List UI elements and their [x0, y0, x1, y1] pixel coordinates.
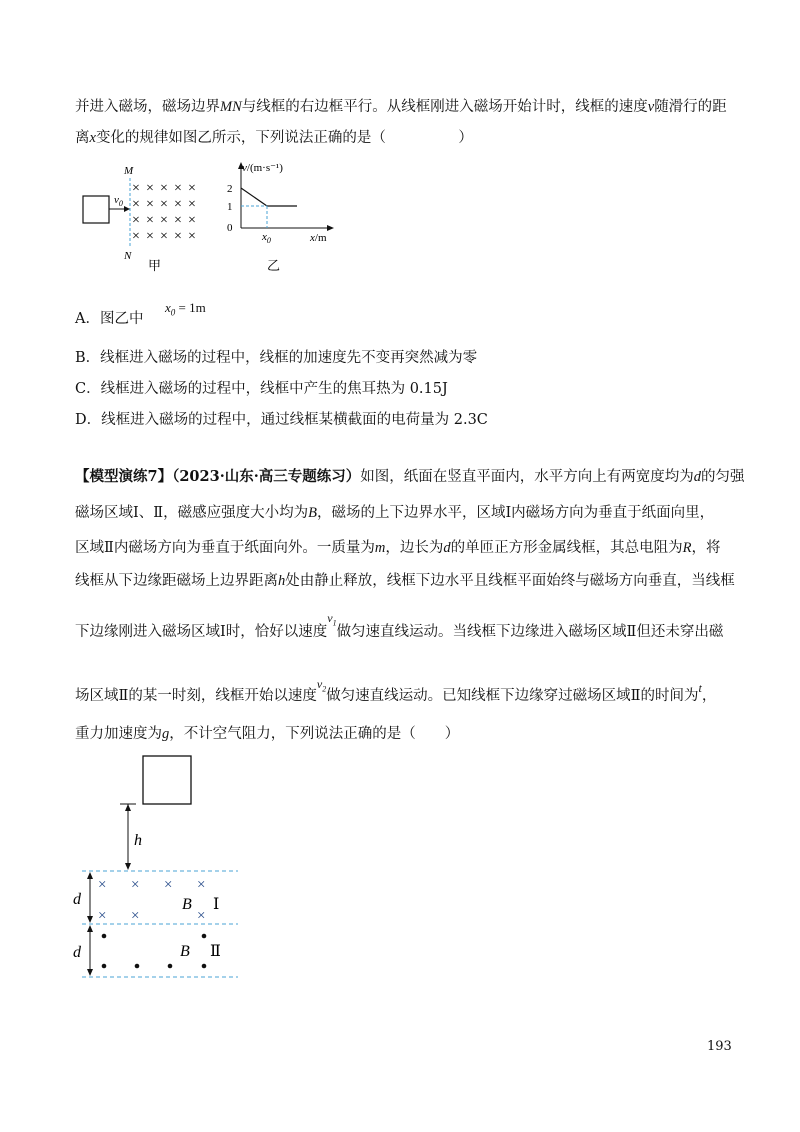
- q6-line2-b: 变化的规律如图乙所示，下列说法正确的是（ ）: [95, 130, 473, 146]
- field-cross: ×: [146, 197, 154, 212]
- field-cross: ×: [174, 213, 182, 228]
- field-dot: [202, 934, 207, 939]
- field-cross: ×: [197, 908, 206, 924]
- field-cross: ×: [197, 877, 206, 893]
- q7-fig-region-1-label: Ⅰ: [213, 896, 220, 913]
- field-cross: ×: [131, 877, 140, 893]
- q7-fig-region-2-label: Ⅱ: [210, 943, 221, 960]
- field-cross: ×: [98, 908, 107, 924]
- q7-d1-arrowhead-up: [87, 872, 93, 879]
- field-cross: ×: [132, 197, 140, 212]
- q7-d2-arrowhead-up: [87, 925, 93, 932]
- q7-d1-arrowhead-down: [87, 916, 93, 923]
- q7-line-2: 磁场区域Ⅰ、Ⅱ，磁感应强度大小均为B，磁场的上下边界水平，区域Ⅰ内磁场方向为垂直于纸面向里，: [75, 505, 715, 521]
- q6-y-axis-label: v/(m·s⁻¹): [242, 162, 283, 174]
- field-cross: ×: [188, 181, 196, 196]
- field-cross: ×: [160, 213, 168, 228]
- field-cross: ×: [188, 213, 196, 228]
- q7-t-symbol: t: [698, 681, 702, 695]
- q7-r-symbol: R: [682, 540, 692, 556]
- q6-option-a: [75, 300, 275, 330]
- q6-figure-yi: [215, 160, 340, 272]
- field-cross: ×: [188, 229, 196, 244]
- q6-option-c: C．线框进入磁场的过程中，线框中产生的焦耳热为 0.15J: [75, 381, 448, 397]
- q6-magnetic-field-crosses: [132, 181, 196, 244]
- q7-d2-arrowhead-down: [87, 969, 93, 976]
- field-cross: ×: [132, 229, 140, 244]
- q7-line-5: 下边缘刚进入磁场区域Ⅰ时，恰好以速度$^{v_1}$做匀速直线运动。当线框下边缘进入磁场区域Ⅱ但还未穿出磁: [75, 611, 724, 640]
- field-dot: [102, 964, 107, 969]
- q6-line-1: [75, 97, 727, 117]
- q7-region-2-dots: [102, 934, 207, 969]
- field-cross: ×: [174, 181, 182, 196]
- q6-line1-b: 与线框的右边框平行。从线框刚进入磁场开始计时，线框的速度: [241, 99, 648, 115]
- q7-h-arrowhead-up: [125, 804, 131, 811]
- field-cross: ×: [188, 197, 196, 212]
- field-dot: [202, 964, 207, 969]
- field-dot: [102, 934, 107, 939]
- q6-mn-symbol: MN: [220, 99, 242, 115]
- q7-source: （2023·山东·高三专题练习）: [172, 468, 361, 485]
- q6-coil-square: [83, 196, 109, 223]
- field-cross: ×: [164, 877, 173, 893]
- q7-line-6: 场区域Ⅱ的某一时刻，线框开始以速度$^{v_2}$做匀速直线运动。已知线框下边缘穿过磁场区域Ⅱ的时间为$^t$，: [75, 677, 717, 704]
- q6-option-d: D．线框进入磁场的过程中，通过线框某横截面的电荷量为 2.3C: [75, 412, 488, 428]
- q6-y-tick-2: 2: [227, 183, 233, 195]
- q6-caption-yi: 乙: [267, 258, 281, 272]
- q7-tag: 【模型演练7】: [75, 468, 173, 485]
- q7-h-arrowhead-down: [125, 863, 131, 870]
- field-cross: ×: [132, 181, 140, 196]
- field-cross: ×: [146, 181, 154, 196]
- q7-fig-d2-label: d: [73, 944, 81, 961]
- q7-line-3: 区域Ⅱ内磁场方向为垂直于纸面向外。一质量为m，边长为d的单匝正方形金属线框，其总电阻为R，将: [75, 540, 721, 556]
- q6-option-a-text: A．图乙中: [75, 311, 144, 327]
- q7-m-symbol: m: [374, 540, 386, 556]
- q6-v0-label: $v_0$: [114, 194, 123, 208]
- q7-fig-b1-label: B: [182, 896, 192, 913]
- q7-line-1: 【模型演练7】（2023·山东·高三专题练习）如图，纸面在竖直平面内，水平方向上有两宽度均为d的匀强: [75, 468, 745, 485]
- field-cross: ×: [146, 213, 154, 228]
- q7-fig-h-label: h: [134, 832, 142, 849]
- q7-h-symbol: h: [278, 573, 286, 589]
- q6-v0-arrowhead: [124, 206, 130, 212]
- field-cross: ×: [132, 213, 140, 228]
- q6-x-axis-arrow: [327, 225, 334, 231]
- field-cross: ×: [131, 908, 140, 924]
- q6-x0-tick: $x_0$: [262, 231, 271, 245]
- page-number: 193: [707, 1039, 732, 1054]
- q7-d-symbol: d: [693, 469, 702, 485]
- q7-g-symbol: g: [162, 726, 170, 742]
- q7-line-4: 线框从下边缘距磁场上边界距离h处由静止释放，线框下边水平且线框平面始终与磁场方向垂直，当线框: [75, 573, 735, 589]
- q6-label-m: M: [124, 165, 134, 177]
- field-dot: [135, 964, 140, 969]
- q7-v2-symbol: v2: [316, 677, 327, 694]
- q6-line2-a: 离: [75, 130, 90, 146]
- q6-label-n: N: [124, 250, 132, 262]
- field-cross: ×: [98, 877, 107, 893]
- field-cross: ×: [174, 229, 182, 244]
- field-cross: ×: [160, 229, 168, 244]
- q7-line-7: 重力加速度为g，不计空气阻力，下列说法正确的是（ ）: [75, 726, 460, 742]
- q7-fig-d1-label: d: [73, 891, 81, 908]
- q6-option-b: B．线框进入磁场的过程中，线框的加速度先不变再突然减为零: [75, 350, 478, 366]
- q6-line1-a: 并进入磁场，磁场边界: [75, 99, 220, 115]
- q6-option-a-formula: $x_0 = 1m$: [165, 300, 206, 318]
- q6-caption-jia: 甲: [148, 258, 162, 272]
- q6-v-symbol: v: [647, 99, 655, 115]
- q6-x-symbol: x: [89, 130, 96, 146]
- q6-line1-c: 随滑行的距: [654, 99, 727, 115]
- q6-origin-label: 0: [227, 222, 233, 234]
- field-cross: ×: [160, 197, 168, 212]
- q7-figure: [70, 752, 250, 984]
- q6-velocity-curve: [241, 188, 297, 206]
- q6-y-tick-1: 1: [227, 201, 233, 213]
- q6-line-2: [75, 128, 473, 148]
- field-dot: [168, 964, 173, 969]
- q6-figure-jia: [80, 160, 210, 272]
- q7-b-symbol: B: [308, 505, 317, 521]
- q7-coil-square: [143, 756, 191, 804]
- q6-x-axis-label: x/m: [310, 232, 327, 244]
- field-cross: ×: [146, 229, 154, 244]
- q7-fig-b2-label: B: [180, 943, 190, 960]
- field-cross: ×: [174, 197, 182, 212]
- field-cross: ×: [160, 181, 168, 196]
- q7-v1-symbol: v1: [327, 611, 337, 628]
